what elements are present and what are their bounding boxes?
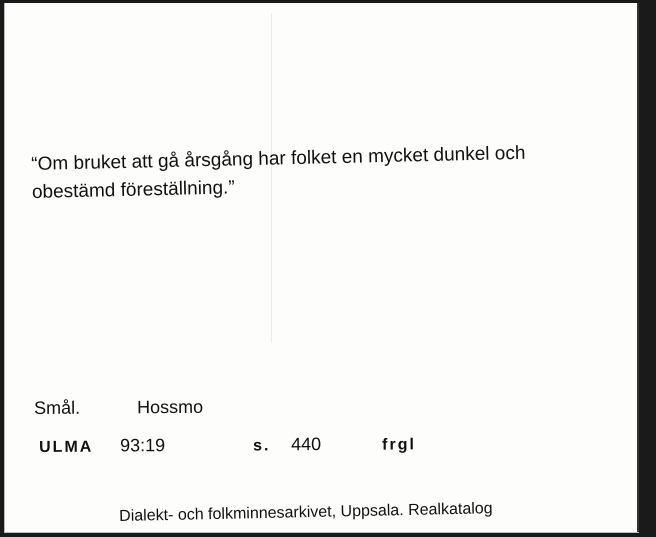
page-number: 440 <box>291 434 322 455</box>
archive-code: ULMA <box>39 438 94 456</box>
place-row <box>34 397 203 419</box>
quote-line-1: “Om bruket att gå årsgång har folket en mycket dunkel och <box>31 142 526 175</box>
quote-line-2: obestämd föreställning.” <box>31 177 235 203</box>
accession-number: 93:19 <box>120 435 166 456</box>
category-code: frgl <box>382 436 416 454</box>
parish-label: Hossmo <box>137 396 204 418</box>
quote-text <box>31 138 592 207</box>
reference-row <box>39 433 416 457</box>
page-label: s. <box>253 437 271 455</box>
card-footer: Dialekt- och folkminnesarkivet, Uppsala. Realkatalog <box>119 500 493 525</box>
archive-card <box>4 3 639 533</box>
province-label: Smål. <box>34 397 81 418</box>
